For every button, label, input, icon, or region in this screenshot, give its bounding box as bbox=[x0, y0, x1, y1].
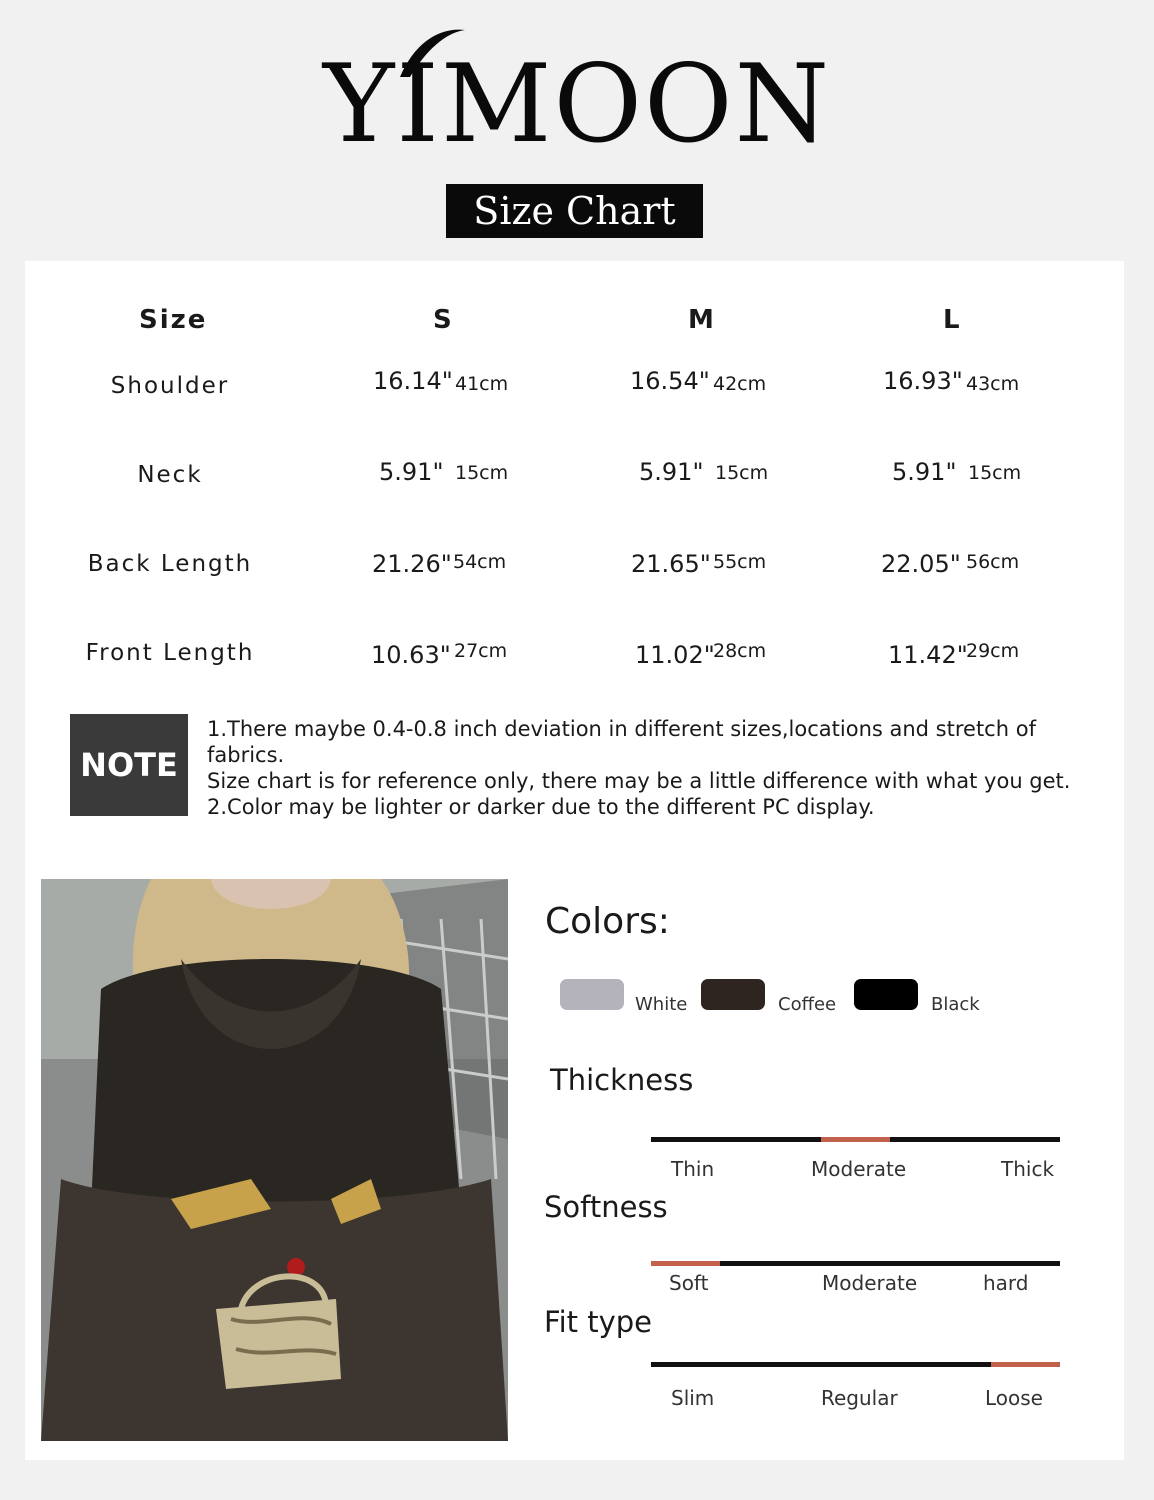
shoulder-s-inch: 16.14" bbox=[373, 367, 453, 395]
shoulder-s-cm: 41cm bbox=[455, 373, 509, 395]
note-line-1: 1.There maybe 0.4-0.8 inch deviation in different sizes,locations and stretch of fabrics. bbox=[207, 717, 1036, 767]
softness-title: Softness bbox=[544, 1190, 668, 1224]
fit-type-marker bbox=[991, 1362, 1060, 1367]
swatch-white bbox=[560, 979, 624, 1010]
shoulder-m-cm: 42cm bbox=[713, 373, 767, 395]
softness-label-hard: hard bbox=[983, 1271, 1029, 1295]
fit-type-title: Fit type bbox=[544, 1305, 652, 1339]
back-s-inch: 21.26" bbox=[372, 550, 452, 578]
neck-s-inch: 5.91" bbox=[379, 458, 444, 486]
softness-marker bbox=[651, 1261, 720, 1266]
thickness-title: Thickness bbox=[550, 1063, 694, 1097]
front-l-inch: 11.42" bbox=[888, 641, 968, 669]
note-line-3: 2.Color may be lighter or darker due to the different PC display. bbox=[207, 795, 875, 819]
row-label-neck: Neck bbox=[137, 462, 203, 488]
fit-type-label-regular: Regular bbox=[821, 1386, 898, 1410]
front-s-inch: 10.63" bbox=[371, 641, 451, 669]
header-l: L bbox=[943, 305, 962, 335]
swatch-black-label: Black bbox=[931, 994, 980, 1015]
back-m-inch: 21.65" bbox=[631, 550, 711, 578]
row-label-front-length: Front Length bbox=[85, 640, 255, 666]
back-l-inch: 22.05" bbox=[881, 550, 961, 578]
note-text bbox=[207, 716, 1087, 820]
header-s: S bbox=[433, 305, 454, 335]
thickness-marker bbox=[821, 1137, 890, 1142]
back-m-cm: 55cm bbox=[713, 551, 767, 573]
front-m-inch: 11.02" bbox=[635, 641, 715, 669]
shoulder-m-inch: 16.54" bbox=[630, 367, 710, 395]
swatch-black bbox=[854, 979, 918, 1010]
model-illustration bbox=[41, 879, 508, 1441]
neck-l-cm: 15cm bbox=[968, 462, 1022, 484]
shoulder-l-cm: 43cm bbox=[966, 373, 1020, 395]
swatch-coffee bbox=[701, 979, 765, 1010]
row-label-shoulder: Shoulder bbox=[110, 373, 230, 399]
thickness-label-thick: Thick bbox=[1001, 1157, 1055, 1181]
note-badge: NOTE bbox=[70, 714, 188, 816]
swatch-white-label: White bbox=[635, 994, 688, 1015]
neck-l-inch: 5.91" bbox=[892, 458, 957, 486]
softness-label-moderate: Moderate bbox=[822, 1271, 918, 1295]
fit-type-label-slim: Slim bbox=[671, 1386, 715, 1410]
header-m: M bbox=[688, 305, 716, 335]
neck-s-cm: 15cm bbox=[455, 462, 509, 484]
thickness-label-moderate: Moderate bbox=[811, 1157, 907, 1181]
note-line-2: Size chart is for reference only, there may be a little difference with what you get. bbox=[207, 769, 1071, 793]
shoulder-l-inch: 16.93" bbox=[883, 367, 963, 395]
back-l-cm: 56cm bbox=[966, 551, 1020, 573]
product-photo bbox=[41, 879, 508, 1441]
content-panel bbox=[25, 261, 1124, 1460]
size-chart-badge: Size Chart bbox=[446, 184, 703, 238]
back-s-cm: 54cm bbox=[453, 551, 507, 573]
fit-type-label-loose: Loose bbox=[985, 1386, 1043, 1410]
header-size: Size bbox=[139, 305, 208, 335]
swatch-coffee-label: Coffee bbox=[778, 994, 837, 1015]
softness-label-soft: Soft bbox=[669, 1271, 709, 1295]
colors-title: Colors: bbox=[545, 901, 670, 942]
neck-m-inch: 5.91" bbox=[639, 458, 704, 486]
thickness-label-thin: Thin bbox=[671, 1157, 715, 1181]
front-s-cm: 27cm bbox=[454, 640, 508, 662]
front-m-cm: 28cm bbox=[713, 640, 767, 662]
front-l-cm: 29cm bbox=[966, 640, 1020, 662]
row-label-back-length: Back Length bbox=[87, 551, 253, 577]
neck-m-cm: 15cm bbox=[715, 462, 769, 484]
brand-logo: YIMOON bbox=[322, 42, 832, 167]
